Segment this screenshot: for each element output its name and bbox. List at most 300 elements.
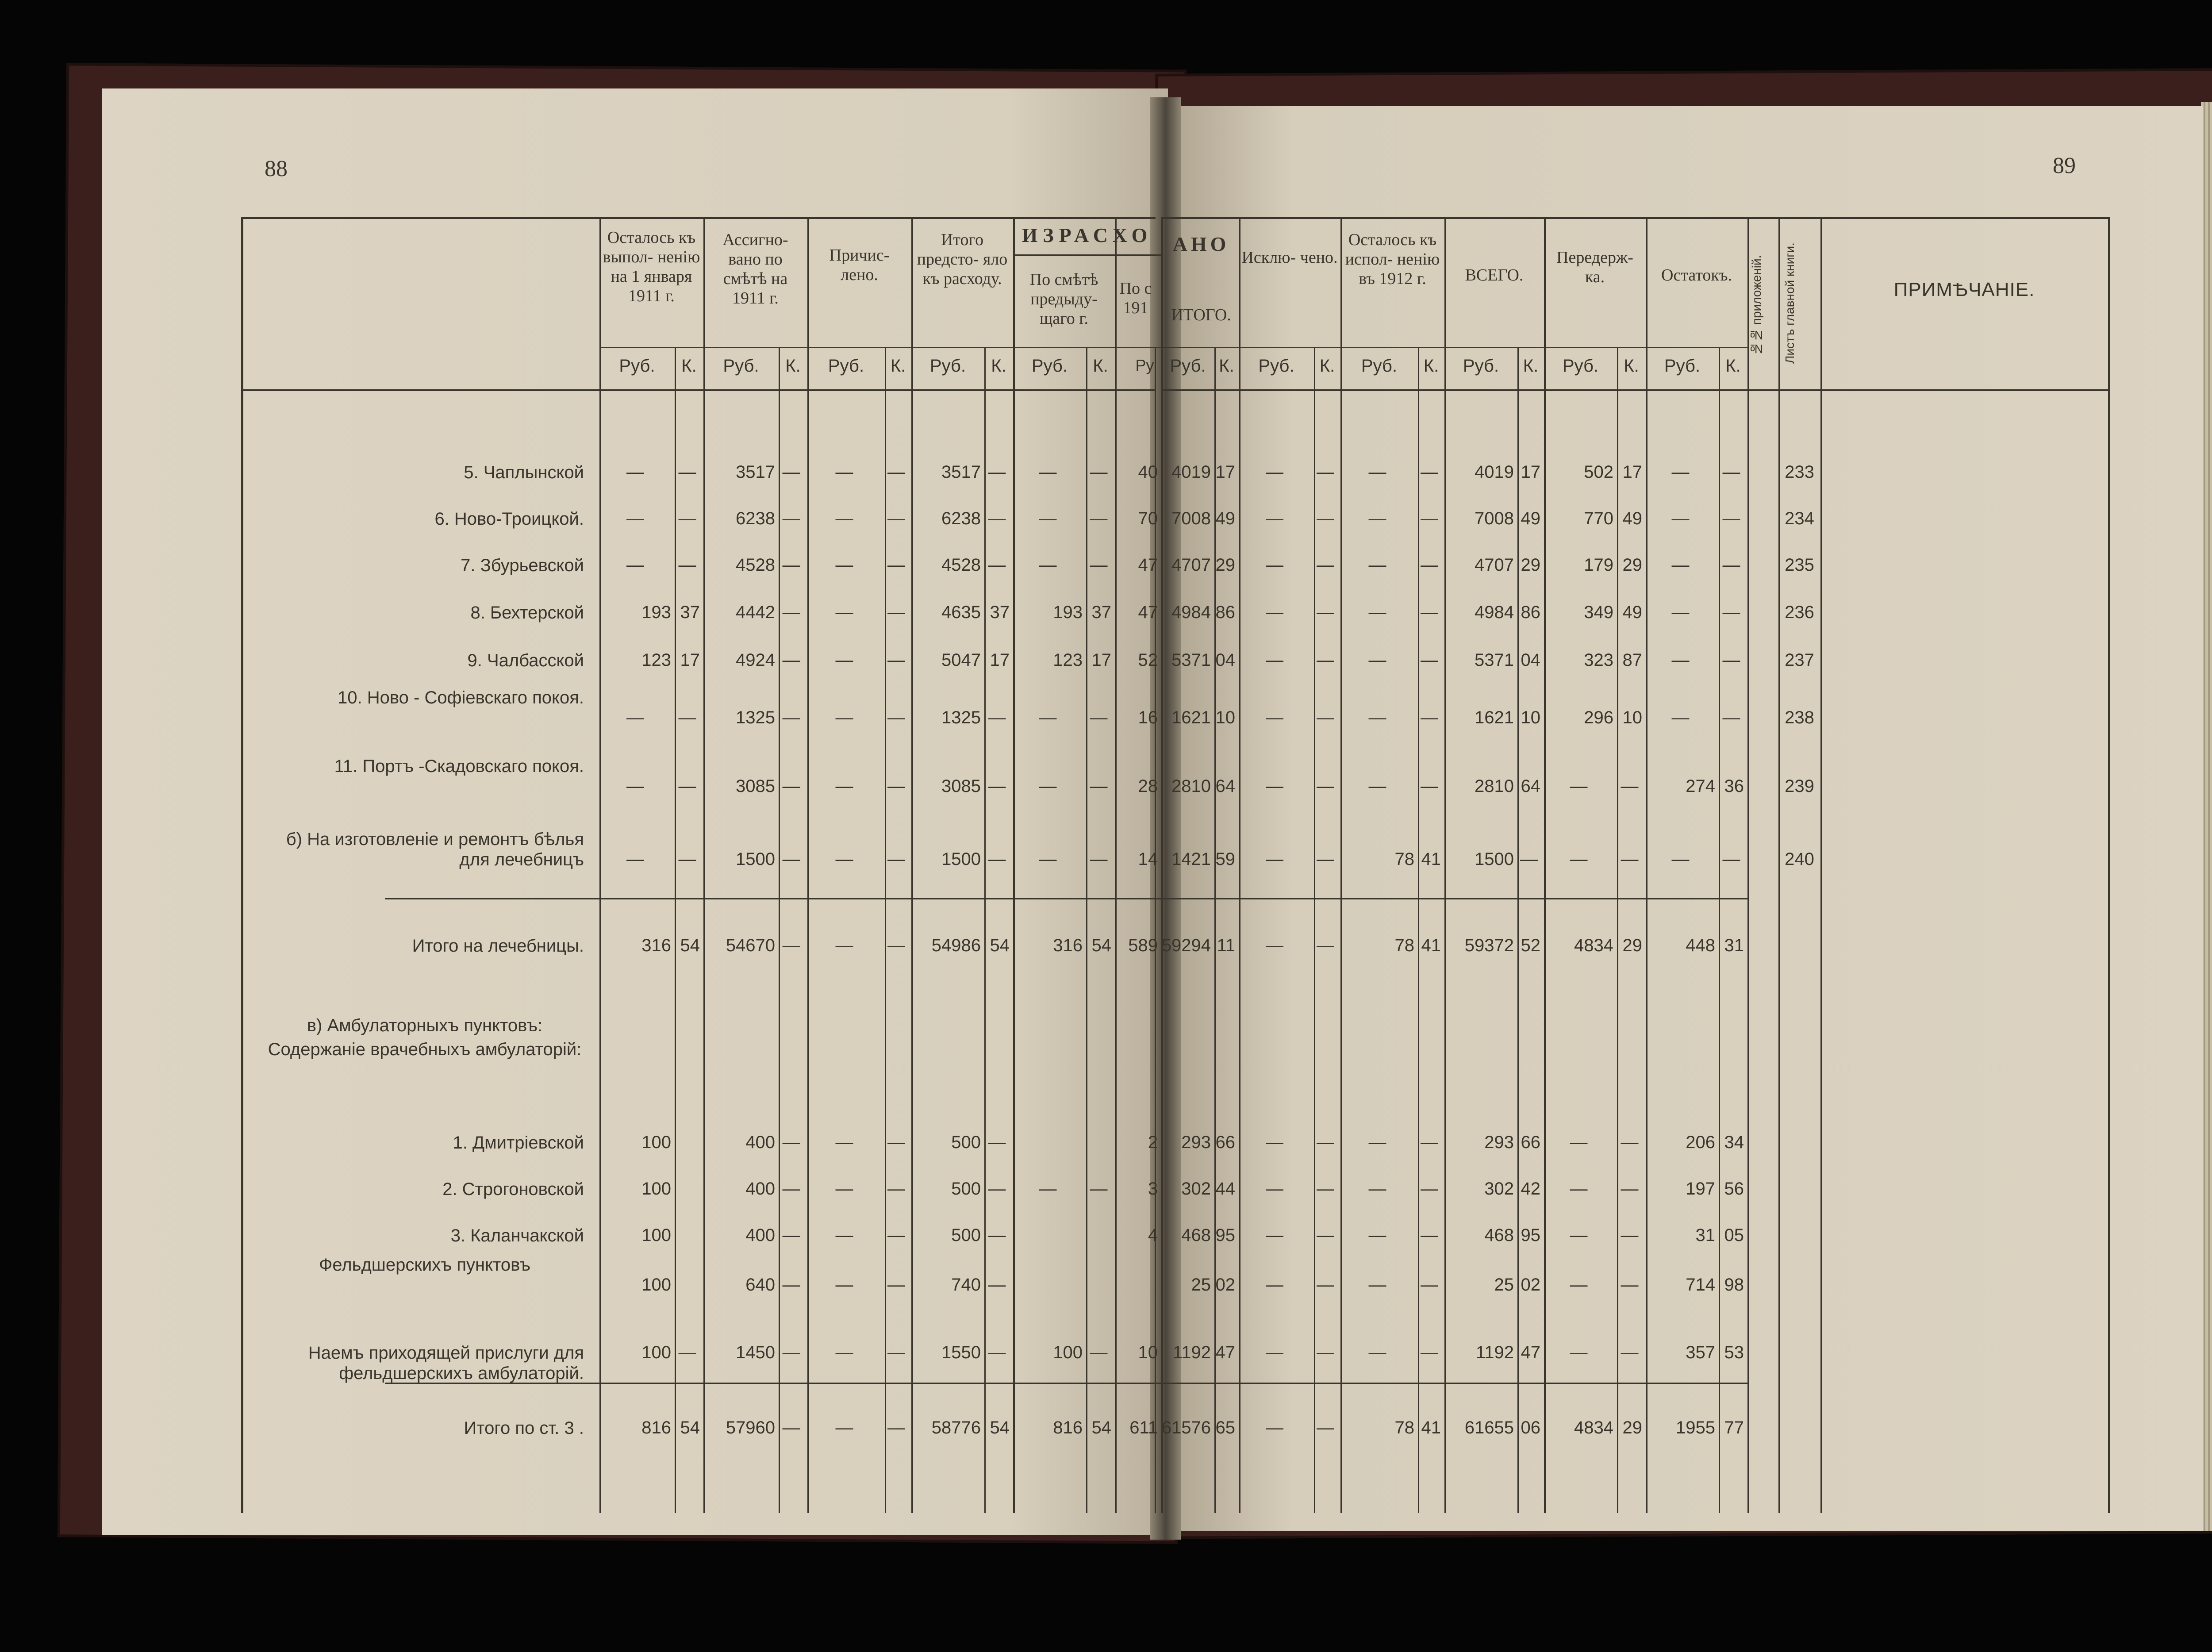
cell-r1-c1: — (678, 509, 696, 528)
cell-r5-c13: — (1266, 708, 1283, 727)
cell-r15-c15: — (1368, 1343, 1386, 1362)
cell-r4-c19: 323 (1584, 650, 1613, 670)
unit-kop-1: К. (785, 356, 801, 376)
unit-rub-3: Руб. (929, 356, 966, 376)
cell-r15-c8: 100 (1053, 1343, 1083, 1362)
cell-r14-c5: — (887, 1275, 905, 1295)
header-ano: АНО (1172, 233, 1230, 255)
cell-r6-c19: — (1570, 776, 1588, 796)
row-label-0: 5. Чаплынской (464, 463, 584, 482)
cell-r13-c5: — (887, 1226, 905, 1245)
cell-r8-c14: — (1317, 936, 1334, 955)
izraskhodovano-rule (1013, 254, 1161, 256)
cell-r15-c11: 1192 (1172, 1343, 1211, 1362)
row-label-15: Наемъ приходящей прислуги для фельдшерскихъ амбулаторій. (308, 1343, 584, 1383)
cell-r11-c13: — (1266, 1133, 1283, 1152)
cell-r4-c6: 5047 (941, 650, 981, 670)
cell-r1-c21: — (1671, 509, 1690, 528)
cell-r15-c19: — (1570, 1343, 1588, 1362)
cell-r3-c14: — (1317, 603, 1334, 622)
cell-r12-c2: 400 (745, 1179, 775, 1199)
cell-r7-c16: 41 (1421, 849, 1441, 869)
cell-r1-c6: 6238 (941, 509, 981, 528)
cell-r16-c19: 4834 (1574, 1418, 1613, 1437)
header-remaining-1912: Осталось къ испол- ненію въ 1912 г. (1345, 231, 1440, 288)
cell-r11-c7: — (988, 1133, 1006, 1152)
cell-r3-c15: — (1368, 603, 1386, 622)
cell-r13-c11: 468 (1181, 1226, 1211, 1245)
cell-r14-c7: — (988, 1275, 1006, 1295)
unit-kop-8: К. (1423, 356, 1439, 376)
cell-r7-c19: — (1570, 849, 1588, 869)
table-left-border (241, 217, 243, 1513)
cell-r16-c20: 29 (1622, 1418, 1642, 1437)
table-top-rule-right (1161, 217, 2110, 219)
cell-r13-c10: 4 (1148, 1226, 1158, 1245)
cell-r2-c1: — (678, 555, 696, 575)
cell-r3-c18: 86 (1521, 603, 1540, 622)
subtotal-rule-1 (385, 898, 1747, 899)
cell-r8-c17: 59372 (1464, 936, 1514, 955)
cell-r5-c21: — (1671, 708, 1690, 727)
cell-r7-c21: — (1671, 849, 1690, 869)
cell-r1-c8: — (1039, 509, 1057, 528)
cell-r14-c0: 100 (641, 1275, 671, 1295)
cell-r13-c0: 100 (641, 1226, 671, 1245)
cell-r15-c14: — (1317, 1343, 1334, 1362)
cell-r15-c9: — (1090, 1343, 1108, 1362)
unit-kop-4: К. (1093, 356, 1108, 376)
cell-r3-c12: 86 (1215, 603, 1235, 622)
cell-r6-c6: 3085 (941, 776, 981, 796)
cell-r14-c20: — (1621, 1275, 1639, 1295)
cell-r14-c16: — (1421, 1275, 1438, 1295)
cell-r12-c15: — (1368, 1179, 1386, 1199)
cell-r1-c17: 7008 (1475, 509, 1514, 528)
cell-r15-c16: — (1421, 1343, 1438, 1362)
cell-r3-c6: 4635 (941, 603, 981, 622)
unit-rub-5: Ру (1135, 356, 1154, 374)
cell-r6-c12: 64 (1215, 776, 1235, 796)
cell-r2-c0: — (626, 555, 644, 575)
group-divider-11 (1747, 217, 1749, 1513)
cell-r16-c22: 77 (1724, 1418, 1744, 1437)
cell-r15-c3: — (782, 1343, 800, 1362)
cell-r4-c15: — (1368, 650, 1386, 670)
cell-r1-c14: — (1317, 509, 1334, 528)
cell-r6-c1: — (678, 776, 696, 796)
cell-r0-c0: — (626, 462, 644, 482)
cell-r8-c20: 29 (1622, 936, 1642, 955)
cell-r12-c22: 56 (1724, 1179, 1744, 1199)
cell-r15-c7: — (988, 1343, 1006, 1362)
cell-r5-c20: 10 (1622, 708, 1642, 727)
cell-r1-c3: — (782, 509, 800, 528)
cell-r5-c14: — (1317, 708, 1334, 727)
cell-r1-c22: — (1722, 509, 1740, 528)
cell-r14-c22: 98 (1724, 1275, 1744, 1295)
cell-r3-c4: — (835, 603, 853, 622)
unit-kop-11: К. (1725, 356, 1741, 376)
cell-r5-c15: — (1368, 708, 1386, 727)
header-excluded: Исклю- чено. (1241, 248, 1338, 267)
cell-r0-c15: — (1368, 462, 1386, 482)
cell-r4-c16: — (1421, 650, 1438, 670)
cell-r2-c17: 4707 (1475, 555, 1514, 575)
unit-kop-0: К. (681, 356, 697, 376)
cell-r11-c16: — (1421, 1133, 1438, 1152)
cell-r7-c18: — (1520, 849, 1538, 869)
cell-r2-c9: — (1090, 555, 1108, 575)
ledger-col-border (1820, 217, 1822, 1513)
cell-r8-c1: 54 (680, 936, 700, 955)
cell-r16-c5: — (887, 1418, 905, 1437)
cell-r15-c6: 1550 (941, 1343, 981, 1362)
cell-r16-c10: 611 (1129, 1418, 1158, 1437)
cell-r7-c5: — (887, 849, 905, 869)
cell-r6-c11: 2810 (1171, 776, 1211, 796)
cell-r15-c1: — (678, 1343, 696, 1362)
cell-r4-c9: 17 (1091, 650, 1111, 670)
cell-r6-c16: — (1421, 776, 1438, 796)
cell-r16-c6: 58776 (931, 1418, 981, 1437)
cell-r8-c5: — (887, 936, 905, 955)
cell-r0-c4: — (835, 462, 853, 482)
cell-r8-c15: 78 (1394, 936, 1414, 955)
cell-r1-c18: 49 (1521, 509, 1540, 528)
cell-r13-c14: — (1317, 1226, 1334, 1245)
appendix-number-0: 233 (1785, 462, 1814, 482)
header-itogo: ИТОГО. (1171, 306, 1231, 324)
cell-r0-c13: — (1266, 462, 1283, 482)
appendix-number-2: 235 (1785, 555, 1814, 575)
cell-r1-c20: 49 (1622, 509, 1642, 528)
table-right-border (2108, 217, 2110, 1513)
cell-r3-c0: 193 (641, 603, 671, 622)
cell-r4-c14: — (1317, 650, 1334, 670)
cell-r2-c16: — (1421, 555, 1438, 575)
cell-r5-c4: — (835, 708, 853, 727)
cell-r7-c10: 14 (1138, 849, 1158, 869)
cell-r12-c20: — (1621, 1179, 1639, 1199)
cell-r3-c13: — (1266, 603, 1283, 622)
cell-r16-c14: — (1317, 1418, 1334, 1437)
cell-r2-c8: — (1039, 555, 1057, 575)
unit-kop-10: К. (1624, 356, 1639, 376)
cell-r5-c11: 1621 (1171, 708, 1211, 727)
cell-r16-c7: 54 (990, 1418, 1010, 1437)
cell-r4-c22: — (1722, 650, 1740, 670)
cell-r4-c7: 17 (990, 650, 1010, 670)
cell-r1-c2: 6238 (736, 509, 775, 528)
header-remainder: Остатокъ. (1661, 266, 1732, 284)
cell-r1-c16: — (1421, 509, 1438, 528)
unit-kop-7: К. (1319, 356, 1335, 376)
cell-r7-c22: — (1722, 849, 1740, 869)
cell-r13-c2: 400 (745, 1226, 775, 1245)
cell-r14-c11: 25 (1191, 1275, 1211, 1295)
row-label-12: 2. Строгоновской (442, 1179, 584, 1199)
appendix-number-1: 234 (1785, 509, 1814, 528)
cell-r11-c17: 293 (1484, 1133, 1514, 1152)
cell-r16-c11: 61576 (1161, 1418, 1211, 1437)
unit-rub-10: Руб. (1562, 356, 1599, 376)
cell-r7-c14: — (1317, 849, 1334, 869)
cell-r8-c8: 316 (1053, 936, 1083, 955)
cell-r13-c20: — (1621, 1226, 1639, 1245)
cell-r2-c2: 4528 (736, 555, 775, 575)
cell-r7-c11: 1421 (1171, 849, 1211, 869)
cell-r2-c12: 29 (1215, 555, 1235, 575)
row-label-10: Содержаніе врачебныхъ амбулаторій: (268, 1040, 582, 1059)
cell-r16-c3: — (782, 1418, 800, 1437)
cell-r4-c21: — (1671, 650, 1690, 670)
cell-r16-c8: 816 (1053, 1418, 1083, 1437)
cell-r11-c22: 34 (1724, 1133, 1744, 1152)
cell-r15-c5: — (887, 1343, 905, 1362)
cell-r12-c12: 44 (1215, 1179, 1235, 1199)
cell-r4-c17: 5371 (1475, 650, 1514, 670)
cell-r15-c0: 100 (641, 1343, 671, 1362)
header-added: Причис- лено. (829, 246, 890, 284)
unit-row-rule-9 (1444, 347, 1544, 348)
cell-r6-c4: — (835, 776, 853, 796)
cell-r12-c18: 42 (1521, 1179, 1540, 1199)
cell-r14-c18: 02 (1521, 1275, 1540, 1295)
cell-r12-c13: — (1266, 1179, 1283, 1199)
page-right (1168, 106, 2203, 1531)
cell-r7-c4: — (835, 849, 853, 869)
row-label-4: 9. Чалбасской (467, 651, 584, 670)
cell-r3-c7: 37 (990, 603, 1010, 622)
cell-r11-c18: 66 (1521, 1133, 1540, 1152)
subtotal-rule-2 (385, 1383, 1747, 1384)
row-label-11: 1. Дмитріевской (453, 1133, 584, 1153)
cell-r12-c10: 3 (1148, 1179, 1158, 1199)
cell-r12-c3: — (782, 1179, 800, 1199)
cell-r13-c21: 31 (1695, 1226, 1715, 1245)
cell-r11-c5: — (887, 1133, 905, 1152)
cell-r11-c3: — (782, 1133, 800, 1152)
cell-r13-c15: — (1368, 1226, 1386, 1245)
cell-r3-c5: — (887, 603, 905, 622)
cell-r14-c12: 02 (1215, 1275, 1235, 1295)
unit-rub-0: Руб. (619, 356, 655, 376)
cell-r15-c21: 357 (1686, 1343, 1715, 1362)
cell-r2-c14: — (1317, 555, 1334, 575)
unit-rub-9: Руб. (1463, 356, 1499, 376)
cell-r6-c15: — (1368, 776, 1386, 796)
cell-r5-c1: — (678, 708, 696, 727)
cell-r0-c18: 17 (1521, 462, 1540, 482)
cell-r6-c8: — (1039, 776, 1057, 796)
cell-r8-c2: 54670 (726, 936, 775, 955)
cell-r0-c7: — (988, 462, 1006, 482)
cell-r3-c16: — (1421, 603, 1438, 622)
cell-r11-c0: 100 (641, 1133, 671, 1152)
cell-r4-c18: 04 (1521, 650, 1540, 670)
cell-r16-c12: 65 (1215, 1418, 1235, 1437)
cell-r3-c3: — (782, 603, 800, 622)
cell-r15-c4: — (835, 1343, 853, 1362)
unit-row-rule-5 (1115, 347, 1161, 348)
cell-r16-c9: 54 (1091, 1418, 1111, 1437)
cell-r5-c18: 10 (1521, 708, 1540, 727)
cell-r14-c13: — (1266, 1275, 1283, 1295)
cell-r12-c4: — (835, 1179, 853, 1199)
cell-r8-c22: 31 (1724, 936, 1744, 955)
cell-r2-c22: — (1722, 555, 1740, 575)
cell-r2-c3: — (782, 555, 800, 575)
cell-r13-c16: — (1421, 1226, 1438, 1245)
cell-r7-c13: — (1266, 849, 1283, 869)
unit-rub-4: Руб. (1031, 356, 1068, 376)
cell-r14-c6: 740 (951, 1275, 981, 1295)
cell-r8-c12: 11 (1217, 936, 1235, 955)
cell-r13-c4: — (835, 1226, 853, 1245)
cell-r2-c21: — (1671, 555, 1690, 575)
cell-r7-c9: — (1090, 849, 1108, 869)
cell-r16-c1: 54 (680, 1418, 700, 1437)
cell-r15-c18: 47 (1521, 1343, 1540, 1362)
unit-kop-9: К. (1523, 356, 1539, 376)
cell-r3-c8: 193 (1053, 603, 1083, 622)
cell-r12-c19: — (1570, 1179, 1588, 1199)
cell-r8-c9: 54 (1091, 936, 1111, 955)
cell-r7-c0: — (626, 849, 644, 869)
cell-r1-c0: — (626, 509, 644, 528)
cell-r16-c4: — (835, 1418, 853, 1437)
cell-r13-c18: 95 (1521, 1226, 1540, 1245)
cell-r0-c8: — (1039, 462, 1057, 482)
cell-r0-c3: — (782, 462, 800, 482)
cell-r6-c3: — (782, 776, 800, 796)
cell-r14-c17: 25 (1494, 1275, 1514, 1295)
header-ledger-sheet: Листъ главной книги. (1783, 242, 1797, 364)
unit-row-rule-7 (1239, 347, 1340, 348)
cell-r6-c20: — (1621, 776, 1639, 796)
cell-r11-c15: — (1368, 1133, 1386, 1152)
cell-r5-c10: 16 (1138, 708, 1158, 727)
cell-r1-c11: 7008 (1171, 509, 1211, 528)
cell-r15-c2: 1450 (736, 1343, 775, 1362)
cell-r7-c1: — (678, 849, 696, 869)
cell-r7-c12: 59 (1215, 849, 1235, 869)
cell-r2-c15: — (1368, 555, 1386, 575)
cell-r0-c20: 17 (1622, 462, 1642, 482)
row-label-9: в) Амбулаторныхъ пунктовъ: (307, 1016, 543, 1035)
cell-r0-c12: 17 (1215, 462, 1235, 482)
appendix-number-6: 239 (1785, 776, 1814, 796)
cell-r2-c6: 4528 (941, 555, 981, 575)
cell-r2-c7: — (988, 555, 1006, 575)
cell-r0-c22: — (1722, 462, 1740, 482)
cell-r6-c18: 64 (1521, 776, 1540, 796)
cell-r14-c3: — (782, 1275, 800, 1295)
cell-r2-c5: — (887, 555, 905, 575)
cell-r0-c17: 4019 (1475, 462, 1514, 482)
cell-r4-c0: 123 (641, 650, 671, 670)
cell-r3-c9: 37 (1091, 603, 1111, 622)
cell-r5-c6: 1325 (941, 708, 981, 727)
cell-r7-c20: — (1621, 849, 1639, 869)
unit-rub-7: Руб. (1258, 356, 1294, 376)
cell-r4-c1: 17 (680, 650, 700, 670)
cell-r8-c6: 54986 (931, 936, 981, 955)
cell-r3-c11: 4984 (1171, 603, 1211, 622)
header-bottom-rule-left (241, 389, 1156, 391)
cell-r8-c19: 4834 (1574, 936, 1613, 955)
cell-r13-c6: 500 (951, 1226, 981, 1245)
appendix-number-4: 237 (1785, 650, 1814, 670)
cell-r5-c9: — (1090, 708, 1108, 727)
cell-r7-c6: 1500 (941, 849, 981, 869)
cell-r12-c6: 500 (951, 1179, 981, 1199)
cell-r15-c17: 1192 (1475, 1343, 1514, 1362)
page-number-right: 89 (2053, 153, 2076, 178)
unit-rub-11: Руб. (1664, 356, 1701, 376)
cell-r8-c21: 448 (1686, 936, 1715, 955)
cell-r3-c22: — (1722, 603, 1740, 622)
cell-r11-c20: — (1621, 1133, 1639, 1152)
cell-r6-c7: — (988, 776, 1006, 796)
cell-r12-c9: — (1090, 1179, 1108, 1199)
cell-r4-c11: 5371 (1171, 650, 1211, 670)
unit-row-rule-8 (1340, 347, 1444, 348)
cell-r12-c21: 197 (1686, 1179, 1715, 1199)
cell-r7-c3: — (782, 849, 800, 869)
cell-r14-c19: — (1570, 1275, 1588, 1295)
cell-r2-c18: 29 (1521, 555, 1540, 575)
cell-r7-c7: — (988, 849, 1006, 869)
cell-r5-c17: 1621 (1475, 708, 1514, 727)
unit-row-rule-0 (599, 347, 703, 348)
cell-r0-c16: — (1421, 462, 1438, 482)
cell-r6-c10: 28 (1138, 776, 1158, 796)
cell-r0-c9: — (1090, 462, 1108, 482)
cell-r4-c8: 123 (1053, 650, 1083, 670)
cell-r1-c12: 49 (1215, 509, 1235, 528)
unit-kop-2: К. (890, 356, 906, 376)
cell-r14-c14: — (1317, 1275, 1334, 1295)
cell-r6-c5: — (887, 776, 905, 796)
cell-r4-c4: — (835, 650, 853, 670)
cell-r16-c2: 57960 (726, 1418, 775, 1437)
cell-r1-c4: — (835, 509, 853, 528)
cell-r3-c17: 4984 (1475, 603, 1514, 622)
cell-r0-c19: 502 (1584, 462, 1613, 482)
header-total-to-spend: Итого предсто- яло къ расходу. (917, 231, 1008, 288)
cell-r5-c16: — (1421, 708, 1438, 727)
cell-r5-c8: — (1039, 708, 1057, 727)
row-label-13: 3. Каланчакской (450, 1226, 584, 1245)
cell-r6-c21: 274 (1686, 776, 1715, 796)
cell-r2-c20: 29 (1622, 555, 1642, 575)
cell-r8-c0: 316 (641, 936, 671, 955)
cell-r13-c12: 95 (1215, 1226, 1235, 1245)
cell-r16-c0: 816 (641, 1418, 671, 1437)
cell-r4-c3: — (782, 650, 800, 670)
cell-r7-c17: 1500 (1475, 849, 1514, 869)
cell-r16-c16: 41 (1421, 1418, 1441, 1437)
cell-r0-c21: — (1671, 462, 1690, 482)
cell-r1-c10: 70 (1138, 509, 1158, 528)
unit-row-rule-3 (911, 347, 1013, 348)
unit-rub-1: Руб. (723, 356, 759, 376)
cell-r6-c13: — (1266, 776, 1283, 796)
cell-r1-c5: — (887, 509, 905, 528)
header-current-estimate: По с 191 (1119, 279, 1152, 317)
